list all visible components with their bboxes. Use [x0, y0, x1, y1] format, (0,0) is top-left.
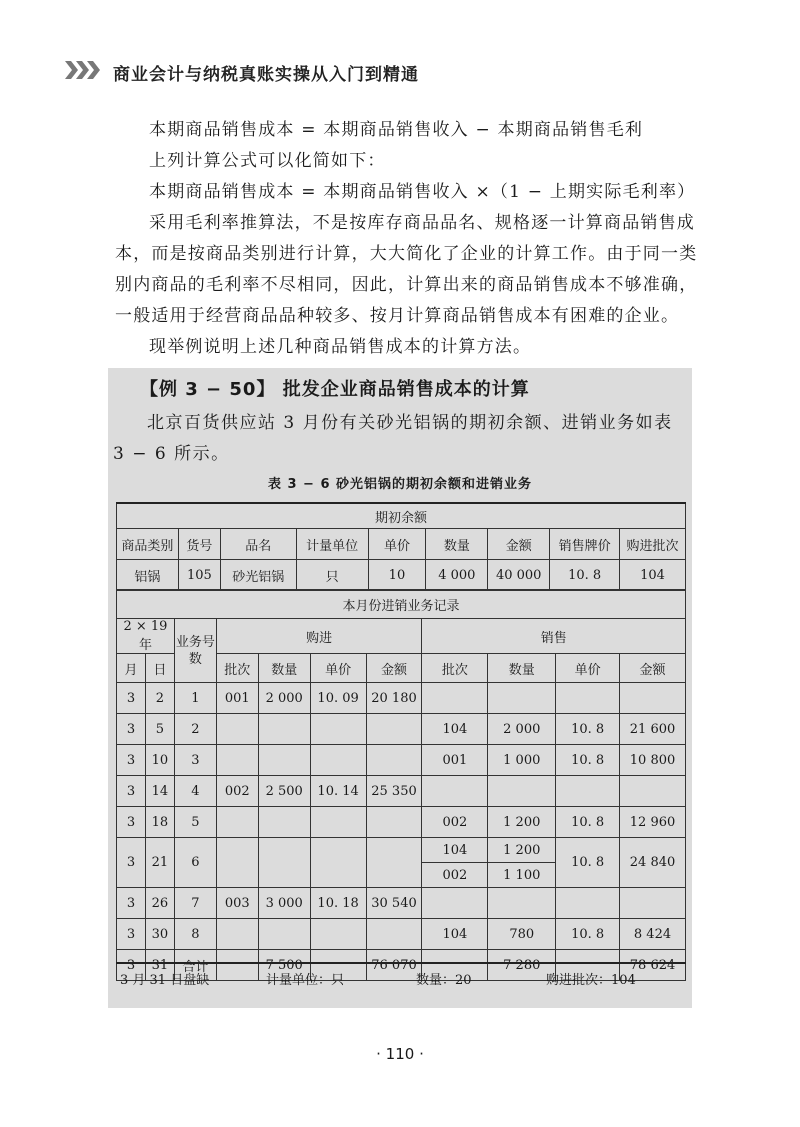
table-cell: [620, 888, 686, 919]
table-cell: 1: [174, 683, 216, 714]
table-cell: [556, 683, 620, 714]
row6-s-qty-2: 1 100: [488, 863, 556, 888]
opening-header-cell: 数量: [426, 529, 488, 560]
table-cell: 780: [488, 919, 556, 950]
table-cell: 1 000: [488, 745, 556, 776]
footnote-unit: 计量单位：只: [266, 973, 345, 988]
table-cell: 2: [174, 714, 216, 745]
table-cell: 10. 14: [310, 776, 366, 807]
opening-value-cell: 10. 8: [550, 560, 620, 591]
table-cell: 10. 8: [556, 807, 620, 838]
opening-value-cell: 砂光铝锅: [220, 560, 296, 591]
opening-header-cell: 计量单位: [296, 529, 368, 560]
table-cell: 21 600: [620, 714, 686, 745]
formula-1: 本期商品销售成本 = 本期商品销售收入 − 本期商品销售毛利: [149, 120, 644, 140]
table-row: [117, 745, 686, 776]
table-cell: [366, 807, 422, 838]
monthly-title: 本月份进销业务记录: [117, 590, 686, 619]
table-cell: 3: [117, 919, 146, 950]
table-cell: 5: [174, 807, 216, 838]
table-cell: [620, 683, 686, 714]
formula-2: 本期商品销售成本 = 本期商品销售收入 ×（1 − 上期实际毛利率）: [149, 182, 696, 202]
purchase-header: 购进: [216, 619, 422, 654]
table-cell: 2 000: [488, 714, 556, 745]
row6-s-qty-1: 1 200: [488, 838, 556, 863]
table-cell: [488, 888, 556, 919]
table-cell: [258, 745, 310, 776]
footnote-qty: 数量：20: [416, 973, 472, 988]
opening-title: 期初余额: [117, 503, 686, 529]
table-cell: 3: [117, 683, 146, 714]
table-cell: 10. 8: [556, 745, 620, 776]
table-cell: [556, 776, 620, 807]
row6-s-amount: 24 840: [620, 838, 686, 888]
table-cell: [310, 807, 366, 838]
table-cell: 3: [117, 776, 146, 807]
formula-intro: 上列计算公式可以化简如下：: [149, 151, 386, 171]
table-cell: [488, 776, 556, 807]
table-cell: [216, 807, 258, 838]
opening-value-cell: 只: [296, 560, 368, 591]
opening-balance-table: [116, 502, 686, 591]
row6-day: 21: [145, 838, 174, 888]
table-cell: 14: [145, 776, 174, 807]
row6-p-batch: [216, 838, 258, 888]
table-row: [117, 683, 686, 714]
table-cell: 001: [216, 683, 258, 714]
row6-p-amount: [366, 838, 422, 888]
example-title: 【例 3 − 50】 批发企业商品销售成本的计算: [140, 379, 530, 400]
day-header: 日: [145, 654, 174, 683]
opening-value-cell: 4 000: [426, 560, 488, 591]
table-cell: 25 350: [366, 776, 422, 807]
example-paragraph: 北京百货供应站 3 月份有关砂光铝锅的期初余额、进销业务如表 3 − 6 所示。: [113, 413, 673, 464]
table-cell: 2 500: [258, 776, 310, 807]
table-row: [117, 807, 686, 838]
month-header: 月: [117, 654, 146, 683]
table-cell: 8 424: [620, 919, 686, 950]
table-cell: [216, 745, 258, 776]
table-cell: 3: [117, 745, 146, 776]
table-cell: 26: [145, 888, 174, 919]
monthly-transactions-table: [116, 589, 686, 981]
table-cell: 7: [174, 888, 216, 919]
biz-no-header: 业务号数: [174, 619, 216, 683]
table-cell: [216, 919, 258, 950]
table-cell: 31: [145, 950, 174, 981]
opening-header-cell: 品名: [220, 529, 296, 560]
table-cell: [366, 919, 422, 950]
opening-header-cell: 金额: [488, 529, 550, 560]
opening-header-cell: 商品类别: [117, 529, 179, 560]
table-cell: 18: [145, 807, 174, 838]
opening-header-cell: 单价: [368, 529, 426, 560]
footnote-date: 3 月 31 日盘缺: [120, 973, 210, 988]
table-cell: [216, 714, 258, 745]
table-cell: [488, 683, 556, 714]
sub-header-cell: 数量: [258, 654, 310, 683]
table-cell: [422, 888, 488, 919]
table-cell: 3: [117, 807, 146, 838]
table-cell: 3: [117, 888, 146, 919]
table-cell: 104: [422, 714, 488, 745]
row6-s-batch-1: 104: [422, 838, 488, 863]
row6-s-batch-2: 002: [422, 863, 488, 888]
table-cell: [310, 745, 366, 776]
table-cell: 30 540: [366, 888, 422, 919]
page-number: · 110 ·: [376, 1045, 424, 1063]
body-text: [115, 115, 705, 363]
sub-header-cell: 批次: [216, 654, 258, 683]
table-cell: [366, 714, 422, 745]
opening-value-cell: 10: [368, 560, 426, 591]
table-cell: 3: [117, 950, 146, 981]
table-cell: [310, 919, 366, 950]
table-cell: 001: [422, 745, 488, 776]
sub-header-cell: 金额: [366, 654, 422, 683]
table-row: [117, 714, 686, 745]
table-cell: 2: [145, 683, 174, 714]
book-title: 商业会计与纳税真账实操从入门到精通: [113, 65, 419, 85]
table-cell: 4: [174, 776, 216, 807]
opening-header-cell: 销售牌价: [550, 529, 620, 560]
table-cell: 10. 8: [556, 919, 620, 950]
sub-header-cell: 金额: [620, 654, 686, 683]
table-cell: 8: [174, 919, 216, 950]
table-cell: [422, 683, 488, 714]
table-cell: 003: [216, 888, 258, 919]
table-cell: 002: [422, 807, 488, 838]
page-header: [65, 56, 765, 86]
row6-p-qty: [258, 838, 310, 888]
table-cell: [366, 745, 422, 776]
table-row: [117, 919, 686, 950]
table-row: [117, 888, 686, 919]
table-cell: 76 070: [366, 950, 422, 981]
table-cell: 2 000: [258, 683, 310, 714]
table-cell: 30: [145, 919, 174, 950]
table-cell: [556, 888, 620, 919]
row6-s-price: 10. 8: [556, 838, 620, 888]
table-cell: [422, 776, 488, 807]
paragraph-gross-margin: 采用毛利率推算法，不是按库存商品品名、规格逐一计算商品销售成本，而是按商品类别进行计算，大大简化了企业的计算工作。由于同一类别内商品的毛利率不尽相同，因此，计算出来的商品销售成本不够准确，一般适用于经营商品品种较多、按月计算商品销售成本有困难的企业。: [115, 213, 698, 326]
year-header: 2 × 19 年: [117, 619, 175, 654]
opening-value-cell: 105: [178, 560, 220, 591]
table-cell: 1 200: [488, 807, 556, 838]
table-cell: 78 624: [620, 950, 686, 981]
opening-value-cell: 40 000: [488, 560, 550, 591]
table-cell: 3: [174, 745, 216, 776]
table-cell: 104: [422, 919, 488, 950]
table-cell: 合计: [174, 950, 216, 981]
sub-header-cell: 单价: [310, 654, 366, 683]
table-cell: 12 960: [620, 807, 686, 838]
sub-header-cell: 数量: [488, 654, 556, 683]
table-cell: [258, 714, 310, 745]
table-cell: 10. 18: [310, 888, 366, 919]
table-cell: [620, 776, 686, 807]
table-caption: 表 3 − 6 砂光铝锅的期初余额和进销业务: [267, 477, 533, 492]
table-cell: 3 000: [258, 888, 310, 919]
example-text: [113, 408, 691, 470]
opening-header-cell: 购进批次: [620, 529, 686, 560]
table-cell: 10. 09: [310, 683, 366, 714]
row6-no: 6: [174, 838, 216, 888]
row6-p-price: [310, 838, 366, 888]
table-cell: 10: [145, 745, 174, 776]
table-cell: 20 180: [366, 683, 422, 714]
double-chevron-icon: [65, 59, 105, 81]
sub-header-cell: 批次: [422, 654, 488, 683]
table-cell: [258, 919, 310, 950]
opening-value-cell: 104: [620, 560, 686, 591]
table-cell: 7 280: [488, 950, 556, 981]
table-cell: 3: [117, 714, 146, 745]
table-cell: 7 500: [258, 950, 310, 981]
table-row: [117, 776, 686, 807]
sub-header-cell: 单价: [556, 654, 620, 683]
paragraph-example-intro: 现举例说明上述几种商品销售成本的计算方法。: [149, 337, 532, 357]
opening-header-cell: 货号: [178, 529, 220, 560]
footnote-batch: 购进批次：104: [546, 973, 636, 988]
row6-month: 3: [117, 838, 146, 888]
table-cell: 10 800: [620, 745, 686, 776]
table-cell: [258, 807, 310, 838]
table-cell: 10. 8: [556, 714, 620, 745]
opening-value-cell: 铝锅: [117, 560, 179, 591]
sales-header: 销售: [422, 619, 686, 654]
table-cell: 002: [216, 776, 258, 807]
table-cell: 5: [145, 714, 174, 745]
table-cell: [310, 714, 366, 745]
